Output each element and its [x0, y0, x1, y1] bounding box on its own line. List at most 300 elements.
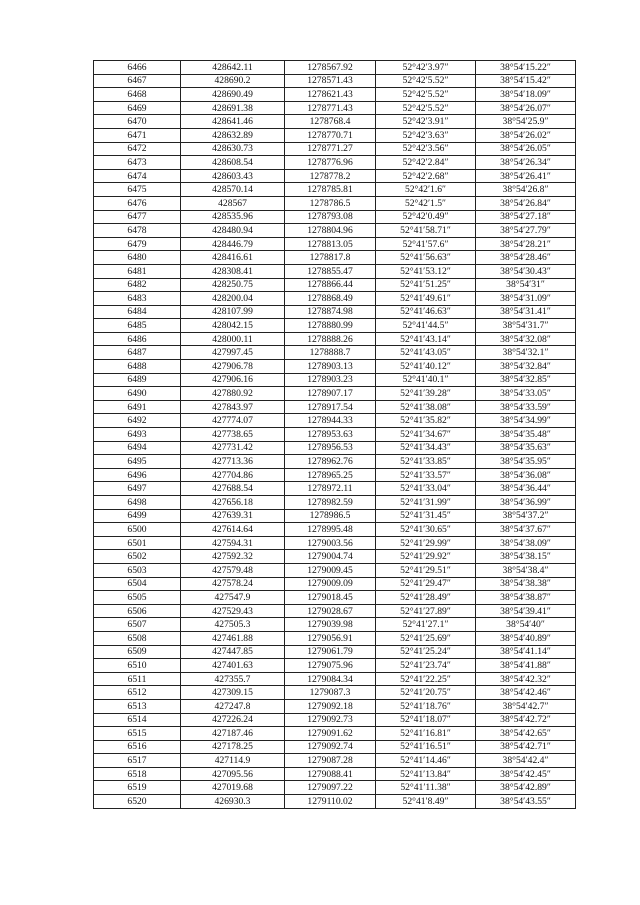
point-number-cell: 6498: [94, 496, 181, 510]
latitude-cell: 52°41′53.12″: [376, 264, 476, 278]
y-coordinate-cell: 1278888.26: [285, 332, 376, 346]
latitude-cell: 52°41′16.51″: [376, 740, 476, 754]
y-coordinate-cell: 1279087.3: [285, 686, 376, 700]
y-coordinate-cell: 1278571.43: [285, 74, 376, 88]
point-number-cell: 6477: [94, 210, 181, 224]
table-row: [94, 509, 576, 523]
point-number-cell: 6520: [94, 795, 181, 809]
point-number-cell: 6480: [94, 251, 181, 265]
latitude-cell: 52°41′35.82″: [376, 414, 476, 428]
point-number-cell: 6516: [94, 740, 181, 754]
x-coordinate-cell: 426930.3: [181, 795, 285, 809]
x-coordinate-cell: 427187.46: [181, 727, 285, 741]
longitude-cell: 38°54′33.59″: [476, 400, 576, 414]
point-number-cell: 6468: [94, 88, 181, 102]
x-coordinate-cell: 427738.65: [181, 428, 285, 442]
x-coordinate-cell: 428632.89: [181, 128, 285, 142]
longitude-cell: 38°54′32.85″: [476, 373, 576, 387]
latitude-cell: 52°41′23.74″: [376, 659, 476, 673]
latitude-cell: 52°42′5.52″: [376, 88, 476, 102]
longitude-cell: 38°54′39.41″: [476, 604, 576, 618]
y-coordinate-cell: 1278903.23: [285, 373, 376, 387]
point-number-cell: 6473: [94, 156, 181, 170]
latitude-cell: 52°41′49.61″: [376, 292, 476, 306]
x-coordinate-cell: 427639.31: [181, 509, 285, 523]
point-number-cell: 6509: [94, 645, 181, 659]
point-number-cell: 6472: [94, 142, 181, 156]
x-coordinate-cell: 428308.41: [181, 264, 285, 278]
point-number-cell: 6483: [94, 292, 181, 306]
point-number-cell: 6481: [94, 264, 181, 278]
longitude-cell: 38°54′30.43″: [476, 264, 576, 278]
point-number-cell: 6502: [94, 550, 181, 564]
y-coordinate-cell: 1278972.11: [285, 482, 376, 496]
y-coordinate-cell: 1279092.18: [285, 699, 376, 713]
x-coordinate-cell: 428608.54: [181, 156, 285, 170]
y-coordinate-cell: 1279091.62: [285, 727, 376, 741]
table-row: [94, 373, 576, 387]
x-coordinate-cell: 427114.9: [181, 754, 285, 768]
table-row: [94, 686, 576, 700]
longitude-cell: 38°54′35.63″: [476, 441, 576, 455]
y-coordinate-cell: 1278880.99: [285, 319, 376, 333]
table-row: [94, 754, 576, 768]
point-number-cell: 6497: [94, 482, 181, 496]
y-coordinate-cell: 1278982.59: [285, 496, 376, 510]
point-number-cell: 6485: [94, 319, 181, 333]
point-number-cell: 6511: [94, 672, 181, 686]
point-number-cell: 6482: [94, 278, 181, 292]
longitude-cell: 38°54′36.08″: [476, 468, 576, 482]
x-coordinate-cell: 427592.32: [181, 550, 285, 564]
y-coordinate-cell: 1279110.02: [285, 795, 376, 809]
x-coordinate-cell: 427713.36: [181, 455, 285, 469]
x-coordinate-cell: 427906.16: [181, 373, 285, 387]
y-coordinate-cell: 1278855.47: [285, 264, 376, 278]
x-coordinate-cell: 427461.88: [181, 631, 285, 645]
longitude-cell: 38°54′32.08″: [476, 332, 576, 346]
x-coordinate-cell: 427656.18: [181, 496, 285, 510]
latitude-cell: 52°41′25.69″: [376, 631, 476, 645]
point-number-cell: 6474: [94, 169, 181, 183]
latitude-cell: 52°42′1.5″: [376, 196, 476, 210]
point-number-cell: 6505: [94, 591, 181, 605]
y-coordinate-cell: 1278965.25: [285, 468, 376, 482]
y-coordinate-cell: 1279087.28: [285, 754, 376, 768]
point-number-cell: 6488: [94, 360, 181, 374]
table-row: [94, 428, 576, 442]
x-coordinate-cell: 428567: [181, 196, 285, 210]
x-coordinate-cell: 427019.68: [181, 781, 285, 795]
table-row: [94, 128, 576, 142]
x-coordinate-cell: 427247.8: [181, 699, 285, 713]
longitude-cell: 38°54′37.67″: [476, 523, 576, 537]
y-coordinate-cell: 1279092.74: [285, 740, 376, 754]
latitude-cell: 52°41′28.49″: [376, 591, 476, 605]
longitude-cell: 38°54′42.32″: [476, 672, 576, 686]
y-coordinate-cell: 1278817.8: [285, 251, 376, 265]
x-coordinate-cell: 427095.56: [181, 767, 285, 781]
point-number-cell: 6512: [94, 686, 181, 700]
longitude-cell: 38°54′26.8″: [476, 183, 576, 197]
y-coordinate-cell: 1279018.45: [285, 591, 376, 605]
table-row: [94, 604, 576, 618]
table-row: [94, 523, 576, 537]
latitude-cell: 52°41′18.76″: [376, 699, 476, 713]
x-coordinate-cell: 427547.9: [181, 591, 285, 605]
latitude-cell: 52°42′5.52″: [376, 74, 476, 88]
longitude-cell: 38°54′31.41″: [476, 305, 576, 319]
table-row: [94, 468, 576, 482]
longitude-cell: 38°54′36.99″: [476, 496, 576, 510]
x-coordinate-cell: 427178.25: [181, 740, 285, 754]
latitude-cell: 52°41′27.89″: [376, 604, 476, 618]
longitude-cell: 38°54′28.21″: [476, 237, 576, 251]
longitude-cell: 38°54′38.4″: [476, 563, 576, 577]
y-coordinate-cell: 1278917.54: [285, 400, 376, 414]
y-coordinate-cell: 1279056.91: [285, 631, 376, 645]
y-coordinate-cell: 1278956.53: [285, 441, 376, 455]
point-number-cell: 6495: [94, 455, 181, 469]
point-number-cell: 6510: [94, 659, 181, 673]
latitude-cell: 52°42′2.84″: [376, 156, 476, 170]
latitude-cell: 52°41′57.6″: [376, 237, 476, 251]
table-row: [94, 237, 576, 251]
table-row: [94, 251, 576, 265]
point-number-cell: 6503: [94, 563, 181, 577]
point-number-cell: 6476: [94, 196, 181, 210]
latitude-cell: 52°41′8.49″: [376, 795, 476, 809]
x-coordinate-cell: 428042.15: [181, 319, 285, 333]
point-number-cell: 6490: [94, 387, 181, 401]
point-number-cell: 6515: [94, 727, 181, 741]
point-number-cell: 6518: [94, 767, 181, 781]
y-coordinate-cell: 1279084.34: [285, 672, 376, 686]
point-number-cell: 6491: [94, 400, 181, 414]
latitude-cell: 52°42′0.49″: [376, 210, 476, 224]
table-row: [94, 264, 576, 278]
x-coordinate-cell: 428642.11: [181, 61, 285, 75]
point-number-cell: 6517: [94, 754, 181, 768]
table-row: [94, 414, 576, 428]
latitude-cell: 52°41′14.46″: [376, 754, 476, 768]
longitude-cell: 38°54′15.22″: [476, 61, 576, 75]
longitude-cell: 38°54′33.05″: [476, 387, 576, 401]
point-number-cell: 6500: [94, 523, 181, 537]
longitude-cell: 38°54′26.84″: [476, 196, 576, 210]
longitude-cell: 38°54′15.42″: [476, 74, 576, 88]
longitude-cell: 38°54′40.89″: [476, 631, 576, 645]
point-number-cell: 6489: [94, 373, 181, 387]
table-row: [94, 183, 576, 197]
table-row: [94, 455, 576, 469]
x-coordinate-cell: 428691.38: [181, 101, 285, 115]
table-row: [94, 713, 576, 727]
longitude-cell: 38°54′31.7″: [476, 319, 576, 333]
x-coordinate-cell: 427447.85: [181, 645, 285, 659]
point-number-cell: 6467: [94, 74, 181, 88]
longitude-cell: 38°54′28.46″: [476, 251, 576, 265]
y-coordinate-cell: 1278986.5: [285, 509, 376, 523]
table-row: [94, 550, 576, 564]
table-row: [94, 169, 576, 183]
y-coordinate-cell: 1278621.43: [285, 88, 376, 102]
x-coordinate-cell: 427614.64: [181, 523, 285, 537]
point-number-cell: 6478: [94, 224, 181, 238]
latitude-cell: 52°41′33.57″: [376, 468, 476, 482]
x-coordinate-cell: 428690.2: [181, 74, 285, 88]
coordinates-table: [93, 60, 576, 809]
table-row: [94, 591, 576, 605]
longitude-cell: 38°54′42.72″: [476, 713, 576, 727]
longitude-cell: 38°54′41.14″: [476, 645, 576, 659]
table-row: [94, 767, 576, 781]
table-row: [94, 115, 576, 129]
table-row: [94, 74, 576, 88]
latitude-cell: 52°41′30.65″: [376, 523, 476, 537]
latitude-cell: 52°41′16.81″: [376, 727, 476, 741]
y-coordinate-cell: 1278793.08: [285, 210, 376, 224]
table-row: [94, 360, 576, 374]
latitude-cell: 52°41′11.38″: [376, 781, 476, 795]
latitude-cell: 52°41′40.1″: [376, 373, 476, 387]
longitude-cell: 38°54′38.15″: [476, 550, 576, 564]
x-coordinate-cell: 428641.46: [181, 115, 285, 129]
point-number-cell: 6504: [94, 577, 181, 591]
latitude-cell: 52°41′46.63″: [376, 305, 476, 319]
x-coordinate-cell: 428603.43: [181, 169, 285, 183]
latitude-cell: 52°41′29.92″: [376, 550, 476, 564]
latitude-cell: 52°42′1.6″: [376, 183, 476, 197]
x-coordinate-cell: 428107.99: [181, 305, 285, 319]
table-row: [94, 224, 576, 238]
longitude-cell: 38°54′38.87″: [476, 591, 576, 605]
x-coordinate-cell: 427997.45: [181, 346, 285, 360]
point-number-cell: 6470: [94, 115, 181, 129]
x-coordinate-cell: 427529.43: [181, 604, 285, 618]
table-row: [94, 577, 576, 591]
latitude-cell: 52°41′29.51″: [376, 563, 476, 577]
latitude-cell: 52°41′33.04″: [376, 482, 476, 496]
point-number-cell: 6471: [94, 128, 181, 142]
x-coordinate-cell: 427309.15: [181, 686, 285, 700]
x-coordinate-cell: 427731.42: [181, 441, 285, 455]
x-coordinate-cell: 427355.7: [181, 672, 285, 686]
longitude-cell: 38°54′35.95″: [476, 455, 576, 469]
point-number-cell: 6506: [94, 604, 181, 618]
table-row: [94, 319, 576, 333]
x-coordinate-cell: 428630.73: [181, 142, 285, 156]
y-coordinate-cell: 1279004.74: [285, 550, 376, 564]
latitude-cell: 52°42′3.63″: [376, 128, 476, 142]
latitude-cell: 52°42′3.91″: [376, 115, 476, 129]
x-coordinate-cell: 427226.24: [181, 713, 285, 727]
longitude-cell: 38°54′42.46″: [476, 686, 576, 700]
x-coordinate-cell: 427401.63: [181, 659, 285, 673]
table-row: [94, 332, 576, 346]
x-coordinate-cell: 427906.78: [181, 360, 285, 374]
table-row: [94, 645, 576, 659]
latitude-cell: 52°41′29.47″: [376, 577, 476, 591]
longitude-cell: 38°54′25.9″: [476, 115, 576, 129]
y-coordinate-cell: 1278995.48: [285, 523, 376, 537]
x-coordinate-cell: 427578.24: [181, 577, 285, 591]
y-coordinate-cell: 1278903.13: [285, 360, 376, 374]
y-coordinate-cell: 1279075.96: [285, 659, 376, 673]
latitude-cell: 52°42′3.97″: [376, 61, 476, 75]
table-row: [94, 156, 576, 170]
longitude-cell: 38°54′32.1″: [476, 346, 576, 360]
y-coordinate-cell: 1278888.7: [285, 346, 376, 360]
y-coordinate-cell: 1278868.49: [285, 292, 376, 306]
x-coordinate-cell: 428480.94: [181, 224, 285, 238]
latitude-cell: 52°41′20.75″: [376, 686, 476, 700]
latitude-cell: 52°41′22.25″: [376, 672, 476, 686]
y-coordinate-cell: 1279097.22: [285, 781, 376, 795]
point-number-cell: 6466: [94, 61, 181, 75]
latitude-cell: 52°41′51.25″: [376, 278, 476, 292]
y-coordinate-cell: 1278776.96: [285, 156, 376, 170]
longitude-cell: 38°54′42.7″: [476, 699, 576, 713]
point-number-cell: 6499: [94, 509, 181, 523]
longitude-cell: 38°54′26.34″: [476, 156, 576, 170]
point-number-cell: 6514: [94, 713, 181, 727]
longitude-cell: 38°54′26.07″: [476, 101, 576, 115]
x-coordinate-cell: 427880.92: [181, 387, 285, 401]
y-coordinate-cell: 1278962.76: [285, 455, 376, 469]
y-coordinate-cell: 1278785.81: [285, 183, 376, 197]
table-row: [94, 536, 576, 550]
table-row: [94, 278, 576, 292]
point-number-cell: 6487: [94, 346, 181, 360]
y-coordinate-cell: 1279092.73: [285, 713, 376, 727]
point-number-cell: 6479: [94, 237, 181, 251]
table-row: [94, 387, 576, 401]
longitude-cell: 38°54′38.38″: [476, 577, 576, 591]
latitude-cell: 52°41′13.84″: [376, 767, 476, 781]
point-number-cell: 6469: [94, 101, 181, 115]
latitude-cell: 52°41′29.99″: [376, 536, 476, 550]
x-coordinate-cell: 428000.11: [181, 332, 285, 346]
y-coordinate-cell: 1278804.96: [285, 224, 376, 238]
table-row: [94, 631, 576, 645]
longitude-cell: 38°54′26.02″: [476, 128, 576, 142]
x-coordinate-cell: 428200.04: [181, 292, 285, 306]
longitude-cell: 38°54′40″: [476, 618, 576, 632]
x-coordinate-cell: 427579.48: [181, 563, 285, 577]
table-row: [94, 346, 576, 360]
table-row: [94, 400, 576, 414]
y-coordinate-cell: 1279061.79: [285, 645, 376, 659]
longitude-cell: 38°54′42.89″: [476, 781, 576, 795]
y-coordinate-cell: 1279009.45: [285, 563, 376, 577]
y-coordinate-cell: 1278771.27: [285, 142, 376, 156]
table-row: [94, 659, 576, 673]
table-row: [94, 699, 576, 713]
longitude-cell: 38°54′27.79″: [476, 224, 576, 238]
latitude-cell: 52°41′43.14″: [376, 332, 476, 346]
latitude-cell: 52°41′43.05″: [376, 346, 476, 360]
longitude-cell: 38°54′31.09″: [476, 292, 576, 306]
latitude-cell: 52°41′58.71″: [376, 224, 476, 238]
table-row: [94, 196, 576, 210]
table-row: [94, 88, 576, 102]
longitude-cell: 38°54′37.2″: [476, 509, 576, 523]
x-coordinate-cell: 428570.14: [181, 183, 285, 197]
point-number-cell: 6475: [94, 183, 181, 197]
y-coordinate-cell: 1278907.17: [285, 387, 376, 401]
y-coordinate-cell: 1279003.56: [285, 536, 376, 550]
latitude-cell: 52°41′18.07″: [376, 713, 476, 727]
latitude-cell: 52°41′27.1″: [376, 618, 476, 632]
latitude-cell: 52°41′31.45″: [376, 509, 476, 523]
y-coordinate-cell: 1278770.71: [285, 128, 376, 142]
y-coordinate-cell: 1278944.33: [285, 414, 376, 428]
x-coordinate-cell: 427774.07: [181, 414, 285, 428]
point-number-cell: 6513: [94, 699, 181, 713]
latitude-cell: 52°41′31.99″: [376, 496, 476, 510]
longitude-cell: 38°54′27.18″: [476, 210, 576, 224]
latitude-cell: 52°42′3.56″: [376, 142, 476, 156]
latitude-cell: 52°41′40.12″: [376, 360, 476, 374]
table-row: [94, 142, 576, 156]
point-number-cell: 6494: [94, 441, 181, 455]
point-number-cell: 6496: [94, 468, 181, 482]
x-coordinate-cell: 427688.54: [181, 482, 285, 496]
table-row: [94, 740, 576, 754]
x-coordinate-cell: 428535.96: [181, 210, 285, 224]
point-number-cell: 6508: [94, 631, 181, 645]
x-coordinate-cell: 428690.49: [181, 88, 285, 102]
longitude-cell: 38°54′43.55″: [476, 795, 576, 809]
longitude-cell: 38°54′35.48″: [476, 428, 576, 442]
latitude-cell: 52°41′25.24″: [376, 645, 476, 659]
y-coordinate-cell: 1278953.63: [285, 428, 376, 442]
x-coordinate-cell: 428416.61: [181, 251, 285, 265]
longitude-cell: 38°54′31″: [476, 278, 576, 292]
x-coordinate-cell: 428446.79: [181, 237, 285, 251]
latitude-cell: 52°42′2.68″: [376, 169, 476, 183]
latitude-cell: 52°41′33.85″: [376, 455, 476, 469]
y-coordinate-cell: 1279009.09: [285, 577, 376, 591]
y-coordinate-cell: 1278771.43: [285, 101, 376, 115]
longitude-cell: 38°54′34.99″: [476, 414, 576, 428]
y-coordinate-cell: 1278874.98: [285, 305, 376, 319]
longitude-cell: 38°54′38.09″: [476, 536, 576, 550]
longitude-cell: 38°54′26.05″: [476, 142, 576, 156]
longitude-cell: 38°54′42.65″: [476, 727, 576, 741]
table-row: [94, 61, 576, 75]
table-row: [94, 292, 576, 306]
table-row: [94, 795, 576, 809]
longitude-cell: 38°54′41.88″: [476, 659, 576, 673]
x-coordinate-cell: 427594.31: [181, 536, 285, 550]
x-coordinate-cell: 427704.86: [181, 468, 285, 482]
latitude-cell: 52°41′34.67″: [376, 428, 476, 442]
y-coordinate-cell: 1278866.44: [285, 278, 376, 292]
latitude-cell: 52°41′39.28″: [376, 387, 476, 401]
table-row: [94, 672, 576, 686]
point-number-cell: 6492: [94, 414, 181, 428]
longitude-cell: 38°54′26.41″: [476, 169, 576, 183]
y-coordinate-cell: 1278786.5: [285, 196, 376, 210]
latitude-cell: 52°41′38.08″: [376, 400, 476, 414]
y-coordinate-cell: 1278567.92: [285, 61, 376, 75]
point-number-cell: 6501: [94, 536, 181, 550]
x-coordinate-cell: 427843.97: [181, 400, 285, 414]
longitude-cell: 38°54′42.45″: [476, 767, 576, 781]
table-row: [94, 618, 576, 632]
